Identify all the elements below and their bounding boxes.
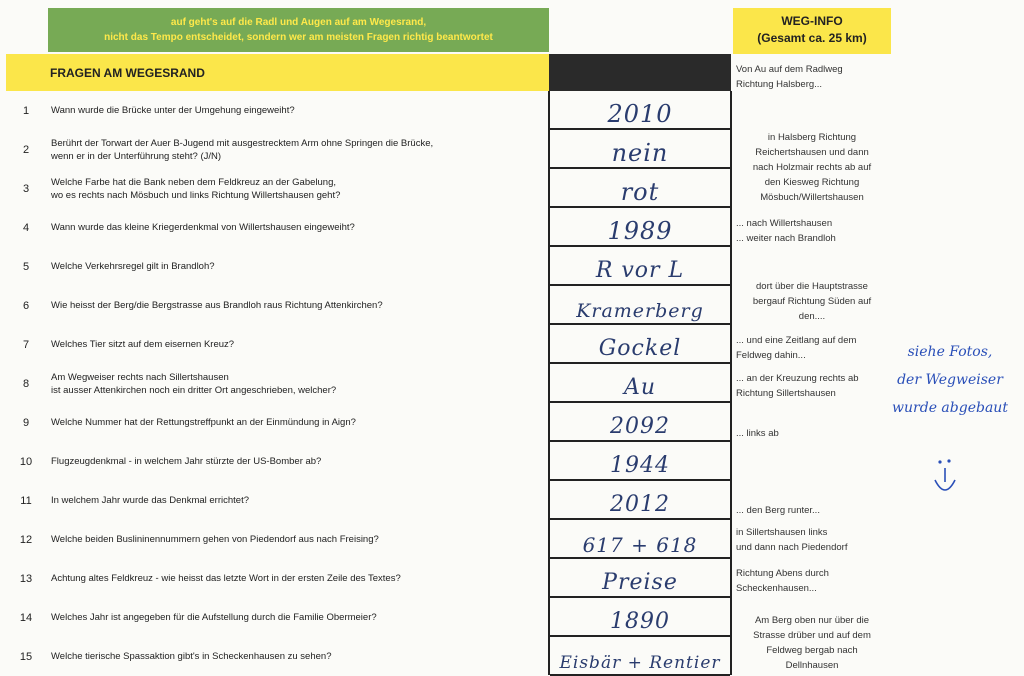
route-note-line: Feldweg dahin... <box>736 350 806 361</box>
question-text <box>51 176 340 202</box>
question-line: wenn er in der Unterführung steht? (J/N) <box>51 150 222 162</box>
question-text <box>51 494 249 507</box>
question-number: 12 <box>19 533 33 546</box>
route-note-line: Dellnhausen <box>785 660 839 671</box>
answer-cell[interactable] <box>550 598 730 637</box>
question-number: 8 <box>22 377 30 390</box>
route-note <box>734 613 890 673</box>
smiley-icon <box>932 456 958 498</box>
answer-cell[interactable] <box>550 637 730 676</box>
route-note-line: und dann nach Piedendorf <box>736 542 848 553</box>
answer-cell[interactable] <box>550 481 730 520</box>
question-line: In welchem Jahr wurde das Denkmal errichtet? <box>51 495 250 506</box>
question-number: 4 <box>22 221 30 234</box>
route-note <box>734 130 890 205</box>
question-row <box>0 403 548 442</box>
route-note-line: ... links ab <box>736 428 779 439</box>
question-row <box>0 442 548 481</box>
route-note <box>734 279 890 324</box>
answer-cell[interactable] <box>550 208 730 247</box>
route-note-line: Richtung Abens durch <box>736 568 829 579</box>
route-note-line: Strasse drüber und auf dem <box>753 630 871 641</box>
route-note-line: den.... <box>798 311 826 322</box>
question-row <box>0 520 548 559</box>
note-line: siehe Fotos, <box>907 344 993 360</box>
question-number: 9 <box>22 416 30 429</box>
weg-info-header <box>733 8 891 54</box>
handwritten-answer: Gockel <box>598 336 682 361</box>
route-note-line: den Kiesweg Richtung <box>764 177 860 188</box>
question-row <box>0 286 548 325</box>
handwritten-answer: 2092 <box>610 414 670 439</box>
question-row <box>0 637 548 676</box>
question-text <box>51 650 331 663</box>
question-text <box>51 611 377 624</box>
question-text <box>51 416 356 429</box>
question-row <box>0 169 548 208</box>
question-line: ist ausser Attenkirchen noch ein dritter Ort angeschrieben, welcher? <box>51 384 337 396</box>
route-note <box>736 216 836 246</box>
route-note-line: ... an der Kreuzung rechts ab <box>736 373 859 384</box>
banner-line-1: auf geht's auf die Radl und Augen auf am Wegesrand, <box>170 17 427 28</box>
question-text <box>51 371 336 397</box>
route-note <box>736 503 820 518</box>
route-note-line: Richtung Halsberg... <box>736 79 823 90</box>
handwritten-answer: 1890 <box>610 609 670 634</box>
route-note-line: ... weiter nach Brandloh <box>736 233 836 244</box>
section-header-bar <box>6 54 549 91</box>
answer-cell[interactable] <box>550 520 730 559</box>
handwritten-answer: R vor L <box>595 258 685 283</box>
question-line: Wann wurde die Brücke unter der Umgehung eingeweiht? <box>51 105 295 116</box>
question-line: Welche Verkehrsregel gilt in Brandloh? <box>51 261 215 272</box>
question-text <box>51 455 321 468</box>
question-row <box>0 481 548 520</box>
question-text <box>51 572 401 585</box>
route-note <box>736 566 829 596</box>
handwritten-answer: Eisbär + Rentier <box>559 653 721 673</box>
answer-cell[interactable] <box>550 130 730 169</box>
route-note-line: ... und eine Zeitlang auf dem <box>736 335 857 346</box>
route-note-line: ... den Berg runter... <box>736 505 820 516</box>
question-line: Welche Farbe hat die Bank neben dem Feldkreuz an der Gabelung, <box>51 176 336 188</box>
question-line: Welches Tier sitzt auf dem eisernen Kreuz? <box>51 339 235 350</box>
question-text <box>51 299 383 312</box>
question-number: 11 <box>20 494 32 507</box>
note-line: der Wegweiser <box>897 372 1003 388</box>
question-row <box>0 598 548 637</box>
question-text <box>51 533 379 546</box>
question-line: Berührt der Torwart der Auer B-Jugend mit ausgestrecktem Arm ohne Springen die Brücke, <box>51 137 434 149</box>
intro-banner <box>48 8 549 52</box>
route-note-line: bergauf Richtung Süden auf <box>752 296 872 307</box>
question-row <box>0 364 548 403</box>
question-line: wo es rechts nach Mösbuch und links Richtung Willertshausen geht? <box>51 189 341 201</box>
question-line: Welche Nummer hat der Rettungstreffpunkt an der Einmündung in Aign? <box>51 417 356 428</box>
answer-cell[interactable] <box>550 403 730 442</box>
question-row <box>0 559 548 598</box>
answer-cell[interactable] <box>550 91 730 130</box>
question-number: 6 <box>22 299 30 312</box>
question-number: 3 <box>22 182 30 195</box>
route-note-line: dort über die Hauptstrasse <box>756 281 868 292</box>
route-note-line: in Halsberg Richtung <box>767 132 857 143</box>
handwritten-answer: nein <box>611 139 669 167</box>
route-note-line: Richtung Sillertshausen <box>736 388 836 399</box>
question-number: 14 <box>19 611 33 624</box>
question-row <box>0 130 548 169</box>
handwritten-answer: Kramerberg <box>576 300 704 322</box>
answer-cell[interactable] <box>550 247 730 286</box>
question-line: Wann wurde das kleine Kriegerdenkmal von Willertshausen eingeweiht? <box>51 222 355 233</box>
handwritten-answer: Preise <box>602 570 678 595</box>
question-text <box>51 338 234 351</box>
question-number: 7 <box>22 338 30 351</box>
weg-info-subtitle: (Gesamt ca. 25 km) <box>757 31 867 45</box>
question-line: Welches Jahr ist angegeben für die Aufstellung durch die Familie Obermeier? <box>51 612 377 623</box>
answer-cell[interactable] <box>550 169 730 208</box>
route-note <box>736 62 843 92</box>
answer-cell[interactable] <box>550 364 730 403</box>
question-row <box>0 208 548 247</box>
banner-line-2: nicht das Tempo entscheidet, sondern wer am meisten Fragen richtig beantwortet <box>104 32 493 43</box>
route-note-line: Mösbuch/Willertshausen <box>760 192 864 203</box>
answer-cell[interactable] <box>550 559 730 598</box>
question-number: 5 <box>22 260 30 273</box>
question-line: Welche tierische Spassaktion gibt's in Scheckenhausen zu sehen? <box>51 651 332 662</box>
question-number: 10 <box>19 455 33 468</box>
question-number: 13 <box>19 572 33 585</box>
question-line: Welche beiden Buslininennummern gehen von Piedendorf aus nach Freising? <box>51 534 379 545</box>
question-text <box>51 137 433 163</box>
handwritten-answer: Au <box>623 375 657 400</box>
handwritten-answer: 1944 <box>610 453 670 478</box>
handwritten-note <box>880 338 1020 422</box>
route-note-line: nach Holzmair rechts ab auf <box>752 162 872 173</box>
handwritten-answer: 2010 <box>607 100 673 128</box>
route-note <box>736 333 856 363</box>
note-line: wurde abgebaut <box>892 400 1008 416</box>
question-text <box>51 104 295 117</box>
route-note-line: ... nach Willertshausen <box>736 218 833 229</box>
answer-cell[interactable] <box>550 286 730 325</box>
weg-info-title: WEG-INFO <box>781 14 843 28</box>
question-row <box>0 247 548 286</box>
route-note <box>736 371 859 401</box>
route-note <box>736 426 779 441</box>
route-note-line: Feldweg bergab nach <box>766 645 858 656</box>
question-text <box>51 260 215 273</box>
question-number: 1 <box>22 104 30 117</box>
answer-cell[interactable] <box>550 442 730 481</box>
route-note-line: Reichertshausen und dann <box>755 147 869 158</box>
question-number: 15 <box>19 650 33 663</box>
route-note-line: in Sillertshausen links <box>736 527 828 538</box>
route-note-line: Scheckenhausen... <box>736 583 817 594</box>
route-note-line: Von Au auf dem Radlweg <box>736 64 843 75</box>
handwritten-answer: 617 + 618 <box>582 533 698 557</box>
section-title: FRAGEN AM WEGESRAND <box>50 66 205 80</box>
question-row <box>0 325 548 364</box>
handwritten-answer: 2012 <box>610 492 670 517</box>
route-note <box>736 525 847 555</box>
question-text <box>51 221 355 234</box>
question-number: 2 <box>22 143 30 156</box>
answer-cell[interactable] <box>550 325 730 364</box>
question-row <box>0 91 548 130</box>
question-line: Achtung altes Feldkreuz - wie heisst das letzte Wort in der ersten Zeile des Textes? <box>51 573 401 584</box>
question-line: Flugzeugdenkmal - in welchem Jahr stürzte der US-Bomber ab? <box>51 456 322 467</box>
route-note-line: Am Berg oben nur über die <box>754 615 870 626</box>
question-line: Am Wegweiser rechts nach Sillertshausen <box>51 371 229 383</box>
question-line: Wie heisst der Berg/die Bergstrasse aus Brandloh raus Richtung Attenkirchen? <box>51 300 383 311</box>
answer-column-header <box>549 54 731 91</box>
handwritten-answer: 1989 <box>607 217 673 245</box>
handwritten-answer: rot <box>620 178 660 206</box>
